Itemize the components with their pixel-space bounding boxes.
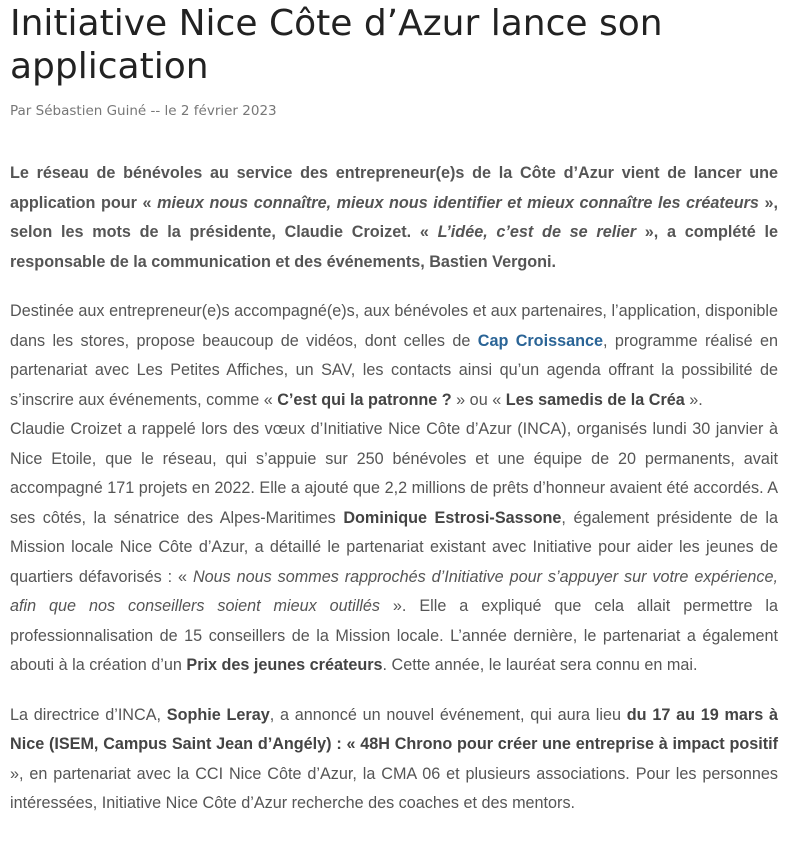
p2-bold-2: Les samedis de la Créa xyxy=(505,390,685,409)
p4-text-3: », en partenariat avec la CCI Nice Côte d’Azur, la CMA 06 et plusieurs associations. Pour les personnes intéressées, Initiative Nice Côte d’Azur recherche des coaches et des mentors. xyxy=(10,764,778,812)
lead-text-2: », selon les mots de la présidente, Claudie Croizet. « xyxy=(10,193,778,241)
article-byline: Par Sébastien Guiné -- le 2 février 2023 xyxy=(10,103,277,119)
article-lead-paragraph xyxy=(10,159,778,277)
lead-text-3: », a complété le responsable de la communication et des événements, Bastien Vergoni. xyxy=(10,223,779,271)
p2-text-3: » ou « xyxy=(451,390,506,409)
p2-text-1: Destinée aux entrepreneur(e)s accompagné(e)s, aux bénévoles et aux partenaires, l’application, disponible dans les stores, propose beaucoup de vidéos, dont celles de xyxy=(10,302,778,350)
p3-bold-1: Dominique Estrosi-Sassone xyxy=(343,508,562,527)
p2-bold-1: C’est qui la patronne ? xyxy=(277,390,452,409)
p4-bold-1: Sophie Leray xyxy=(166,705,270,724)
p4-text-2: , a annoncé un nouvel événement, qui aura lieu xyxy=(269,705,627,724)
lead-text-1: Le réseau de bénévoles au service des entrepreneur(e)s de la Côte d’Azur vient de lancer une application pour « xyxy=(10,164,778,212)
p3-text-3: ». Elle a expliqué que cela allait permettre la professionnalisation de 15 conseillers de la Mission locale. L’année dernière, le partenariat a également abouti à la création d’un xyxy=(10,597,778,674)
p3-bold-2: Prix des jeunes créateurs xyxy=(186,656,383,674)
p2-text-4: ». xyxy=(684,390,703,409)
lead-quote-1: mieux nous connaître, mieux nous identifier et mieux connaître les créateurs xyxy=(157,193,759,212)
p4-text-1: La directrice d’INCA, xyxy=(10,705,167,724)
p4-bold-2: du 17 au 19 mars à Nice (ISEM, Campus Saint Jean d’Angély) : « 48H Chrono pour créer une entreprise à impact positif xyxy=(10,705,779,753)
p3-text-4: . Cette année, le lauréat sera connu en mai. xyxy=(382,656,698,674)
p3-text-1: Claudie Croizet a rappelé lors des vœux d’Initiative Nice Côte d’Azur (INCA), organisés lundi 30 janvier à Nice Etoile, que le réseau, qui s’appuie sur 250 bénévoles et une équipe de 20 permanents, avait accompagné 171 projets en 2022. Elle a ajouté que 2,2 millions de prêts d’honneur avaient été accordés. A ses côtés, la sénatrice des Alpes-Maritimes xyxy=(10,420,778,527)
article-paragraph-4 xyxy=(10,701,778,819)
p3-quote-1: Nous nous sommes rapprochés d’Initiative pour s’appuyer sur votre expérience, afin que nos conseillers soient mieux outillés xyxy=(10,567,779,615)
article-paragraph-3 xyxy=(10,415,778,681)
p3-text-2: , également présidente de la Mission locale Nice Côte d’Azur, a détaillé le partenariat existant avec Initiative pour aider les jeunes de quartiers défavorisés : « xyxy=(10,508,778,586)
p2-text-2: , programme réalisé en partenariat avec Les Petites Affiches, un SAV, les contacts ainsi qu’un agenda offrant la possibilité de s’inscrire aux événements, comme « xyxy=(10,331,778,409)
article-paragraph-2 xyxy=(10,297,778,415)
article-title: Initiative Nice Côte d’Azur lance son application xyxy=(10,3,663,87)
cap-croissance-link[interactable]: Cap Croissance xyxy=(477,331,603,350)
article xyxy=(10,0,778,819)
lead-quote-2: L’idée, c’est de se relier xyxy=(437,223,637,241)
